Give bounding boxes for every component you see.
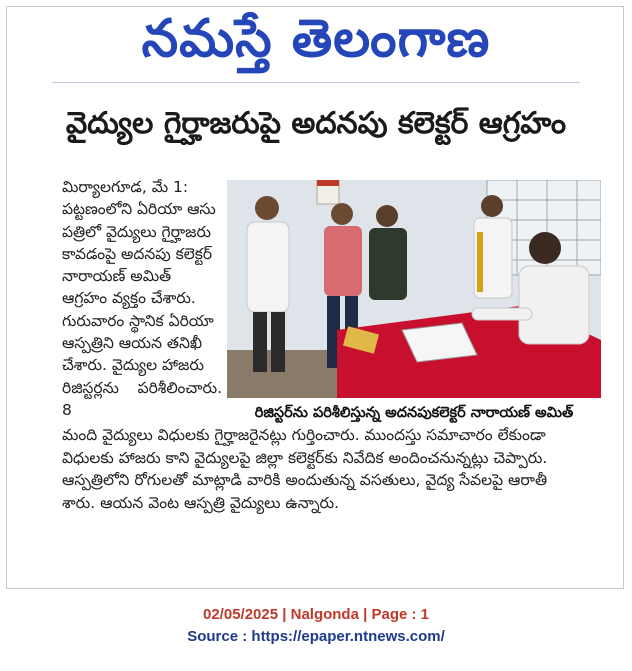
edition-info: 02/05/2025 | Nalgonda | Page : 1 — [203, 606, 429, 623]
article-line: మంది వైద్యులు విధులకు గైర్హాజరైనట్లు గుర్తించారు. ముందస్తు సమాచారం లేకుండా — [62, 426, 546, 444]
article-line: పట్టణంలోని ఏరియా ఆసు — [62, 200, 216, 219]
photo-caption: రిజిస్టర్‌ను పరిశీలిస్తున్న అదనపుకలెక్టర్‌ నారాయణ్‌ అమిత్‌ — [254, 405, 574, 421]
source-link[interactable]: Source : https://epaper.ntnews.com/ — [187, 628, 445, 645]
article-line: చేశారు. వైద్యుల హాజరు — [62, 356, 204, 375]
news-photo-illustration — [227, 180, 601, 398]
article-headline: వైద్యుల గైర్హాజరుపై అదనపు కలెక్టర్‌ ఆగ్రహం — [65, 106, 567, 141]
newspaper-masthead: నమస్తే తెలంగాణ — [141, 9, 491, 69]
article-line: పత్రిలో వైద్యులు గైర్హాజరు — [62, 222, 211, 241]
article-line: కావడంపై అదనపు కలెక్టర్‌ — [62, 244, 213, 263]
article-line: విధులకు హాజరు కాని వైద్యులపై జిల్లా కలెక్టర్‌కు నివేదిక అందించనున్నట్లు చెప్పారు. — [62, 448, 548, 467]
article-lead-column — [62, 176, 222, 421]
article-line: ఆస్పత్రిలోని రోగులతో మాట్లాడి వారికి అందుతున్న వసతులు, వైద్య సేవలపై ఆరాతీ — [62, 471, 548, 489]
epaper-footer — [0, 604, 632, 648]
news-photo — [227, 180, 601, 398]
article-line: రిజిస్టర్లను పరిశీలించారు. 8 — [62, 378, 222, 419]
article-line: శారు. ఆయన వెంట ఆస్పత్రి వైద్యులు ఉన్నారు. — [62, 493, 340, 512]
masthead-divider — [52, 82, 580, 83]
article-line: ఆగ్రహం వ్యక్తం చేశారు. — [62, 289, 196, 308]
article-line: మిర్యాలగూడ, మే 1: — [62, 178, 189, 196]
article-line: నారాయణ్‌ అమిత్‌ — [62, 267, 172, 286]
article-line: ఆస్పత్రిని ఆయన తనిఖీ — [62, 334, 202, 353]
article-line: గురువారం స్థానిక ఏరియా — [62, 311, 214, 330]
article-body-column — [62, 424, 600, 514]
